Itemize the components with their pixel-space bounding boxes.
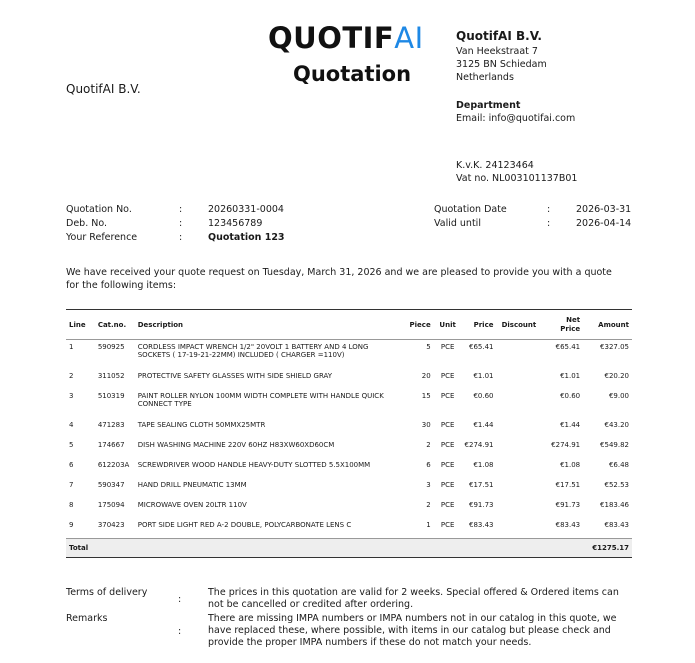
table-row: [66, 418, 632, 438]
cell-description: PORT SIDE LIGHT RED A-2 DOUBLE, POLYCARBONATE LENS C: [137, 520, 352, 529]
table-row: [66, 438, 632, 458]
cell-description: SCREWDRIVER WOOD HANDLE HEAVY-DUTY SLOTTED 5.5X100MM: [137, 460, 371, 469]
cell-net-price: €17.51: [555, 480, 581, 489]
cell-piece: 2: [426, 440, 431, 449]
cell-amount: €43.20: [604, 420, 629, 429]
remarks-label: Remarks: [66, 613, 108, 624]
cell-amount: €52.53: [604, 480, 629, 489]
items-table: [66, 309, 632, 558]
cell-discount: [496, 438, 541, 458]
total-row: [66, 538, 632, 557]
cell-piece: 1: [426, 520, 431, 529]
header-net-price: Net Price: [541, 310, 583, 340]
table-row: [66, 478, 632, 498]
cell-catno: 471283: [97, 420, 125, 429]
company-address: [456, 45, 547, 84]
department-label: Department: [456, 100, 521, 111]
cell-piece: 20: [421, 371, 431, 380]
cell-description: MICROWAVE OVEN 20LTR 110V: [137, 500, 247, 509]
colon: :: [179, 232, 183, 243]
department-email: Email: info@quotifai.com: [456, 113, 576, 124]
colon: :: [179, 218, 183, 229]
cell-line: 1: [69, 343, 74, 351]
cell-net-price: €0.60: [560, 391, 581, 400]
logo-accent-text: AI: [394, 21, 424, 55]
company-logo: [268, 22, 438, 54]
cell-line: 2: [69, 371, 74, 380]
address-country: Netherlands: [456, 72, 514, 83]
cell-discount: [496, 389, 541, 418]
cell-discount: [496, 498, 541, 518]
terms-of-delivery-label: Terms of delivery: [66, 587, 148, 598]
cell-line: 9: [69, 520, 74, 529]
cell-discount: [496, 418, 541, 438]
kvk-number: K.v.K. 24123464: [456, 160, 534, 171]
cell-net-price: €91.73: [555, 500, 581, 509]
cell-discount: [496, 369, 541, 389]
colon: :: [547, 204, 551, 215]
cell-catno: 612203A: [97, 460, 130, 469]
cell-description: CORDLESS IMPACT WRENCH 1/2" 20VOLT 1 BATTERY AND 4 LONG SOCKETS ( 17-19-21-22MM) INCLUDED ( CHARGER =110V): [137, 343, 369, 359]
cell-price: €1.08: [473, 460, 494, 469]
cell-unit: PCE: [440, 391, 455, 400]
vat-number: Vat no. NL003101137B01: [456, 173, 578, 184]
cell-description: PROTECTIVE SAFETY GLASSES WITH SIDE SHIELD GRAY: [137, 371, 333, 380]
deb-no-label: Deb. No.: [66, 218, 108, 229]
cell-line: 3: [69, 391, 74, 400]
cell-net-price: €83.43: [555, 520, 581, 529]
cell-discount: [496, 518, 541, 539]
table-row: [66, 369, 632, 389]
cell-piece: 30: [421, 420, 431, 429]
cell-price: €17.51: [468, 480, 494, 489]
header-price: Price: [462, 310, 497, 340]
cell-unit: PCE: [440, 371, 455, 380]
logo-text: QUOTIF: [268, 21, 395, 55]
cell-price: €0.60: [473, 391, 494, 400]
cell-unit: PCE: [440, 480, 455, 489]
remarks-text: There are missing IMPA numbers or IMPA numbers not in our catalog in this quote, we have replaced these, where possible, with items in our catalog but please check and provide the proper IMPA numbers if these do not match your needs.: [208, 613, 617, 648]
cell-price: €274.91: [464, 440, 494, 449]
cell-line: 8: [69, 500, 74, 509]
valid-until-label: Valid until: [434, 218, 481, 229]
cell-catno: 510319: [97, 391, 125, 400]
cell-price: €83.43: [468, 520, 494, 529]
cell-unit: PCE: [440, 520, 455, 529]
company-name-right: QuotifAI B.V.: [456, 29, 542, 43]
cell-net-price: €1.44: [560, 420, 581, 429]
cell-price: €1.44: [473, 420, 494, 429]
cell-line: 4: [69, 420, 74, 429]
header-amount: Amount: [583, 310, 632, 340]
cell-amount: €9.00: [608, 391, 629, 400]
cell-catno: 590925: [97, 343, 125, 351]
cell-discount: [496, 340, 541, 369]
quotation-no-value: 20260331-0004: [208, 204, 284, 215]
quotation-meta-right: [434, 203, 634, 235]
cell-unit: PCE: [440, 420, 455, 429]
cell-net-price: €1.08: [560, 460, 581, 469]
table-row: [66, 518, 632, 539]
cell-piece: 15: [421, 391, 431, 400]
cell-description: TAPE SEALING CLOTH 50MMX25MTR: [137, 420, 266, 429]
intro-text: We have received your quote request on Tuesday, March 31, 2026 and we are pleased to provide you with a quote for the following items:: [66, 267, 612, 291]
colon: :: [547, 218, 551, 229]
cell-catno: 175094: [97, 500, 125, 509]
table-header-row: [66, 310, 632, 340]
cell-price: €1.01: [473, 371, 494, 380]
quotation-date-value: 2026-03-31: [576, 204, 632, 215]
cell-amount: €183.46: [600, 500, 629, 509]
reference-value: Quotation 123: [208, 232, 285, 243]
cell-line: 7: [69, 480, 74, 489]
cell-piece: 3: [426, 480, 431, 489]
header-discount: Discount: [496, 310, 541, 340]
reference-label: Your Reference: [66, 232, 138, 243]
cell-unit: PCE: [440, 343, 455, 351]
colon: :: [179, 204, 183, 215]
quotation-date-label: Quotation Date: [434, 204, 507, 215]
total-label: Total: [66, 538, 583, 557]
cell-catno: 590347: [97, 480, 125, 489]
cell-catno: 174667: [97, 440, 125, 449]
registration-block: [456, 159, 577, 185]
quotation-meta-left: [66, 203, 366, 248]
terms-of-delivery-text: The prices in this quotation are valid for 2 weeks. Special offered & Ordered items can not be cancelled or credited after ordering.: [208, 587, 619, 610]
header-piece: Piece: [406, 310, 434, 340]
cell-amount: €549.82: [600, 440, 629, 449]
header-description: Description: [135, 310, 406, 340]
cell-piece: 5: [426, 343, 431, 351]
table-row: [66, 340, 632, 369]
cell-net-price: €274.91: [551, 440, 581, 449]
cell-line: 6: [69, 460, 74, 469]
cell-price: €91.73: [468, 500, 494, 509]
cell-piece: 6: [426, 460, 431, 469]
deb-no-value: 123456789: [208, 218, 263, 229]
address-city: 3125 BN Schiedam: [456, 59, 547, 70]
cell-price: €65.41: [468, 343, 494, 351]
document-title: Quotation: [293, 62, 412, 86]
cell-net-price: €65.41: [555, 343, 581, 351]
header-catno: Cat.no.: [95, 310, 135, 340]
cell-amount: €83.43: [604, 520, 629, 529]
header-unit: Unit: [434, 310, 462, 340]
cell-catno: 370423: [97, 520, 125, 529]
cell-discount: [496, 458, 541, 478]
colon: :: [178, 594, 182, 605]
cell-catno: 311052: [97, 371, 125, 380]
cell-piece: 2: [426, 500, 431, 509]
table-row: [66, 498, 632, 518]
cell-description: DISH WASHING MACHINE 220V 60HZ H83XW60XD60CM: [137, 440, 335, 449]
table-row: [66, 458, 632, 478]
cell-net-price: €1.01: [560, 371, 581, 380]
cell-amount: €6.48: [608, 460, 629, 469]
quotation-no-label: Quotation No.: [66, 204, 132, 215]
cell-amount: €20.20: [604, 371, 629, 380]
cell-amount: €327.05: [600, 343, 629, 351]
cell-line: 5: [69, 440, 74, 449]
colon: :: [178, 626, 182, 637]
cell-unit: PCE: [440, 500, 455, 509]
total-amount: €1275.17: [583, 538, 632, 557]
valid-until-value: 2026-04-14: [576, 218, 632, 229]
header-line: Line: [66, 310, 95, 340]
cell-description: PAINT ROLLER NYLON 100MM WIDTH COMPLETE WITH HANDLE QUICK CONNECT TYPE: [137, 391, 384, 408]
cell-unit: PCE: [440, 460, 455, 469]
cell-description: HAND DRILL PNEUMATIC 13MM: [137, 480, 247, 489]
cell-discount: [496, 478, 541, 498]
table-row: [66, 389, 632, 418]
address-street: Van Heekstraat 7: [456, 46, 538, 57]
cell-unit: PCE: [440, 440, 455, 449]
department-block: [456, 99, 575, 125]
company-name-left: QuotifAI B.V.: [66, 82, 141, 96]
